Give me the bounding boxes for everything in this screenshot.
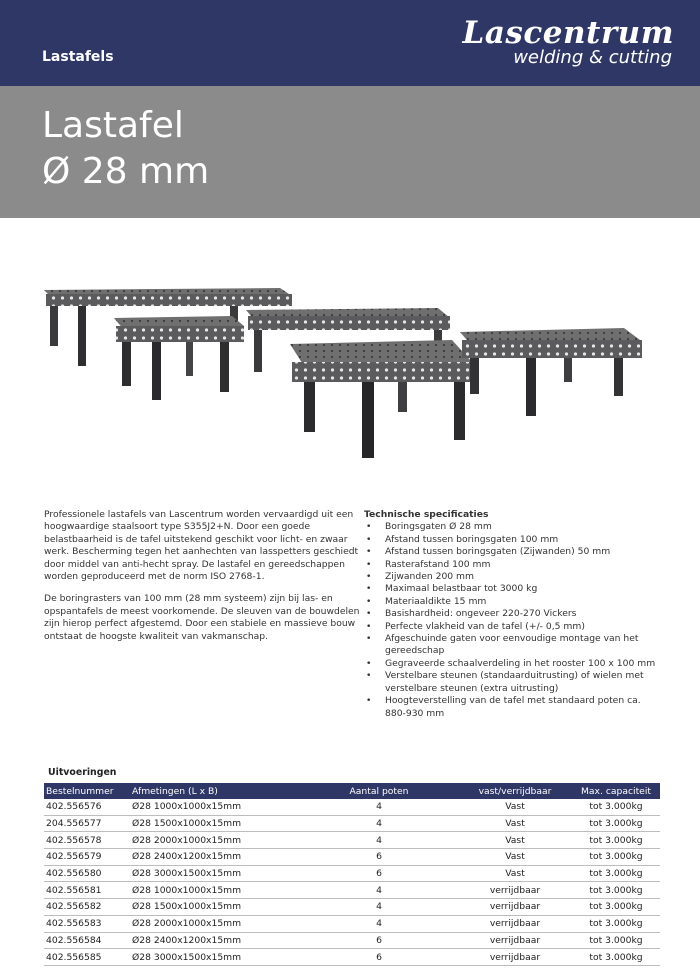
- order-number-cell: 402.556583: [44, 915, 130, 932]
- brand-tagline: welding & cutting: [513, 47, 672, 68]
- order-number-cell: 402.556580: [44, 865, 130, 882]
- table-row: [44, 949, 660, 966]
- capacity-cell: tot 3.000kg: [572, 865, 660, 882]
- capacity-cell: tot 3.000kg: [572, 915, 660, 932]
- mount-type-cell: verrijdbaar: [458, 932, 572, 949]
- mount-type-cell: Vast: [458, 865, 572, 882]
- table-row: [44, 899, 660, 916]
- leg-count-cell: 4: [300, 815, 458, 832]
- brand-name: Lascentrum: [462, 15, 674, 51]
- table-row: [44, 915, 660, 932]
- dimensions-cell: Ø28 2000x1000x15mm: [130, 915, 300, 932]
- order-number-cell: 402.556579: [44, 849, 130, 866]
- intro-text: [44, 509, 362, 653]
- dimensions-cell: Ø28 2400x1200x15mm: [130, 932, 300, 949]
- capacity-cell: tot 3.000kg: [572, 815, 660, 832]
- welding-tables-image: [40, 270, 650, 470]
- table-row: [44, 849, 660, 866]
- spec-item: • Materiaaldikte 15 mm: [364, 596, 664, 608]
- order-number-cell: 402.556584: [44, 932, 130, 949]
- specs-title: Technische specificaties: [364, 509, 489, 520]
- spec-item: • Verstelbare steunen (standaarduitrusting) of wielen met verstelbare steunen (extra uitrusting): [364, 670, 664, 695]
- table-row: [44, 815, 660, 832]
- mount-type-cell: verrijdbaar: [458, 915, 572, 932]
- order-number-cell: 402.556581: [44, 882, 130, 899]
- specs-section: [364, 509, 664, 720]
- dimensions-cell: Ø28 1500x1000x15mm: [130, 899, 300, 916]
- column-header: Aantal poten: [300, 783, 458, 799]
- order-number-cell: 204.556577: [44, 815, 130, 832]
- leg-count-cell: 6: [300, 849, 458, 866]
- leg-count-cell: 6: [300, 865, 458, 882]
- mount-type-cell: verrijdbaar: [458, 949, 572, 966]
- spec-item: • Hoogteverstelling van de tafel met standaard poten ca. 880-930 mm: [364, 695, 664, 720]
- spec-item: • Perfecte vlakheid van de tafel (+/- 0,5 mm): [364, 621, 664, 633]
- section-label: Lastafels: [42, 49, 114, 65]
- spec-item: • Gegraveerde schaalverdeling in het rooster 100 x 100 mm: [364, 658, 664, 670]
- table-row: [44, 865, 660, 882]
- capacity-cell: tot 3.000kg: [572, 832, 660, 849]
- mount-type-cell: verrijdbaar: [458, 899, 572, 916]
- dimensions-cell: Ø28 1000x1000x15mm: [130, 882, 300, 899]
- leg-count-cell: 6: [300, 949, 458, 966]
- spec-item: • Afstand tussen boringsgaten 100 mm: [364, 534, 664, 546]
- leg-count-cell: 4: [300, 882, 458, 899]
- order-number-cell: 402.556578: [44, 832, 130, 849]
- intro-paragraph-2: De boringrasters van 100 mm (28 mm systeem) zijn bij las- en opspantafels de meest voorkomende. De sleuven van de bouwdelen zijn hierop perfect afgestemd. Door een stabiele en massieve bouw ontstaat de hoogste kwaliteit van vakmanschap.: [44, 593, 360, 642]
- leg-count-cell: 4: [300, 899, 458, 916]
- table-row: [44, 932, 660, 949]
- table-header-row: [44, 783, 660, 799]
- leg-count-cell: 4: [300, 799, 458, 815]
- table-4: [290, 340, 472, 458]
- spec-item: • Afstand tussen boringsgaten (Zijwanden) 50 mm: [364, 546, 664, 558]
- leg-count-cell: 6: [300, 932, 458, 949]
- table-row: [44, 832, 660, 849]
- order-number-cell: 402.556585: [44, 949, 130, 966]
- page-subtitle: Ø 28 mm: [42, 151, 210, 192]
- capacity-cell: tot 3.000kg: [572, 849, 660, 866]
- variants-title: Uitvoeringen: [48, 767, 117, 778]
- leg-count-cell: 4: [300, 832, 458, 849]
- leg-count-cell: 4: [300, 915, 458, 932]
- spec-item: • Basishardheid: ongeveer 220-270 Vickers: [364, 608, 664, 620]
- variants-table: [44, 783, 660, 966]
- mount-type-cell: Vast: [458, 815, 572, 832]
- dimensions-cell: Ø28 1500x1000x15mm: [130, 815, 300, 832]
- table-row: [44, 799, 660, 815]
- dimensions-cell: Ø28 1000x1000x15mm: [130, 799, 300, 815]
- table-2: [114, 316, 244, 400]
- capacity-cell: tot 3.000kg: [572, 882, 660, 899]
- specs-list: [364, 521, 664, 720]
- capacity-cell: tot 3.000kg: [572, 949, 660, 966]
- intro-paragraph-1: Professionele lastafels van Lascentrum worden vervaardigd uit een hoogwaardige staalsoort type S355J2+N. Door een goede belastbaarheid is de tafel uitstekend geschikt voor licht- en zwaar werk. Bescherming tegen het aanhechten van lasspetters geschiedt door middel van anti-hecht spray. De lastafel en gereedschappen worden geproduceerd met de norm ISO 2768-1.: [44, 509, 359, 583]
- column-header: vast/verrijdbaar: [458, 783, 572, 799]
- spec-item: • Rasterafstand 100 mm: [364, 559, 664, 571]
- spec-item: • Afgeschuinde gaten voor eenvoudige montage van het gereedschap: [364, 633, 664, 658]
- table-5: [460, 328, 642, 416]
- mount-type-cell: Vast: [458, 799, 572, 815]
- order-number-cell: 402.556582: [44, 899, 130, 916]
- capacity-cell: tot 3.000kg: [572, 899, 660, 916]
- mount-type-cell: verrijdbaar: [458, 882, 572, 899]
- column-header: Max. capaciteit: [572, 783, 660, 799]
- page-title: Lastafel: [42, 105, 184, 146]
- column-header: Bestelnummer: [44, 783, 130, 799]
- dimensions-cell: Ø28 2000x1000x15mm: [130, 832, 300, 849]
- dimensions-cell: Ø28 3000x1500x15mm: [130, 949, 300, 966]
- capacity-cell: tot 3.000kg: [572, 799, 660, 815]
- mount-type-cell: Vast: [458, 849, 572, 866]
- column-header: Afmetingen (L x B): [130, 783, 300, 799]
- spec-item: • Maximaal belastbaar tot 3000 kg: [364, 583, 664, 595]
- capacity-cell: tot 3.000kg: [572, 932, 660, 949]
- spec-item: • Boringsgaten Ø 28 mm: [364, 521, 664, 533]
- dimensions-cell: Ø28 2400x1200x15mm: [130, 849, 300, 866]
- mount-type-cell: Vast: [458, 832, 572, 849]
- table-row: [44, 882, 660, 899]
- dimensions-cell: Ø28 3000x1500x15mm: [130, 865, 300, 882]
- order-number-cell: 402.556576: [44, 799, 130, 815]
- brand-logo: [406, 16, 674, 72]
- spec-item: • Zijwanden 200 mm: [364, 571, 664, 583]
